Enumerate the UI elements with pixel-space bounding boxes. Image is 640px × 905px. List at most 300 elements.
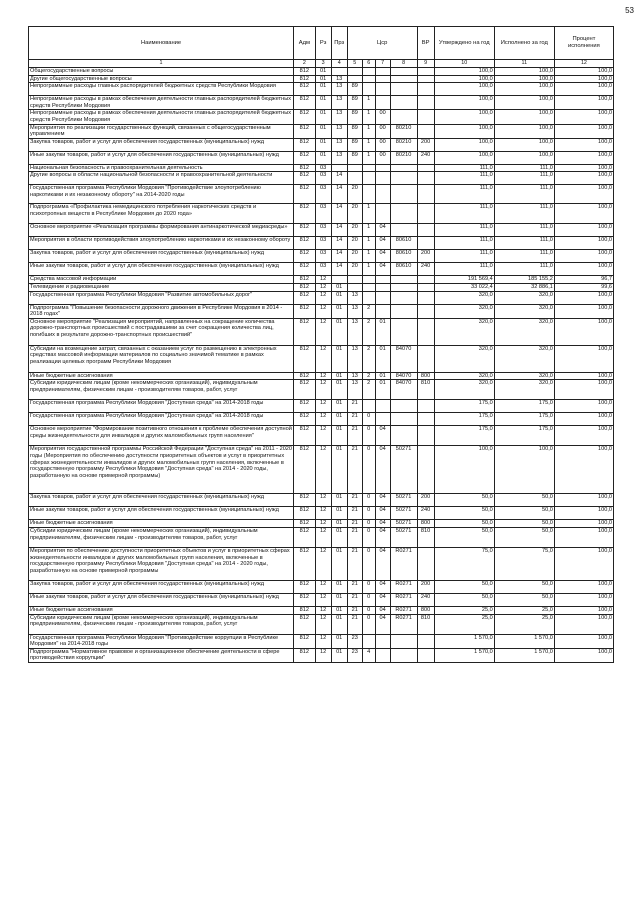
cell-csr1: 21 <box>347 520 362 528</box>
cell-executed: 111,0 <box>494 237 554 250</box>
cell-executed: 111,0 <box>494 172 554 185</box>
cell-vr <box>417 96 434 110</box>
cell-percent: 100,0 <box>554 237 613 250</box>
cell-csr1: 89 <box>347 124 362 138</box>
cell-csr2: 0 <box>362 593 375 606</box>
cell-percent: 100,0 <box>554 527 613 547</box>
cell-vr: 800 <box>417 606 434 614</box>
cell-rz: 03 <box>315 237 331 250</box>
cell-vr: 200 <box>417 250 434 263</box>
cell-adm: 812 <box>294 614 315 634</box>
cell-adm: 812 <box>294 304 315 318</box>
table-row <box>29 224 614 237</box>
cell-vr <box>417 547 434 580</box>
cell-vr <box>417 283 434 291</box>
cell-planned: 320,0 <box>434 372 494 380</box>
cell-csr4 <box>390 204 417 224</box>
cell-vr <box>417 345 434 372</box>
cell-prz: 01 <box>331 304 347 318</box>
budget-table <box>28 26 614 663</box>
cell-csr3: 01 <box>375 380 390 400</box>
cell-rz: 03 <box>315 172 331 185</box>
cell-csr2: 1 <box>362 224 375 237</box>
cell-executed: 111,0 <box>494 250 554 263</box>
cell-executed: 175,0 <box>494 426 554 446</box>
table-row <box>29 648 614 662</box>
cell-csr1: 23 <box>347 634 362 648</box>
cell-vr: 240 <box>417 593 434 606</box>
cell-vr: 200 <box>417 494 434 507</box>
table-row <box>29 204 614 224</box>
cell-percent: 100,0 <box>554 380 613 400</box>
cell-rz: 01 <box>315 124 331 138</box>
cell-csr3 <box>375 185 390 204</box>
cell-planned: 50,0 <box>434 507 494 520</box>
cell-executed: 50,0 <box>494 527 554 547</box>
cell-name: Государственная программа Республики Мордовия "Доступная среда" на 2014-2018 годы <box>29 413 294 426</box>
cell-csr1: 20 <box>347 263 362 276</box>
cell-name: Мероприятия в области противодействия злоупотреблению наркотиками и их незаконному обороту <box>29 237 294 250</box>
table-row <box>29 446 614 494</box>
cell-prz: 01 <box>331 527 347 547</box>
cell-planned: 1 570,0 <box>434 648 494 662</box>
cell-csr4 <box>390 83 417 96</box>
cell-rz: 12 <box>315 283 331 291</box>
cell-csr2: 0 <box>362 446 375 494</box>
cell-percent: 96,7 <box>554 276 613 284</box>
cell-name: Основное мероприятие "Реализация мероприятий, направленных на сокращение количества дорожно-транспортных происшествий с пострадавшими за счет сокращения количества лиц, погибших в результате дорожно-транспортных происшествий" <box>29 318 294 345</box>
cell-vr <box>417 318 434 345</box>
cell-planned: 25,0 <box>434 606 494 614</box>
cell-prz: 13 <box>331 75 347 83</box>
cell-csr3: 04 <box>375 426 390 446</box>
cell-prz: 14 <box>331 263 347 276</box>
cell-percent: 100,0 <box>554 345 613 372</box>
cell-percent: 100,0 <box>554 520 613 528</box>
cell-prz: 14 <box>331 224 347 237</box>
cell-rz: 01 <box>315 96 331 110</box>
cell-executed: 100,0 <box>494 83 554 96</box>
cell-planned: 320,0 <box>434 318 494 345</box>
cell-prz: 13 <box>331 138 347 151</box>
cell-rz: 12 <box>315 318 331 345</box>
cell-vr <box>417 224 434 237</box>
table-row <box>29 96 614 110</box>
table-row <box>29 318 614 345</box>
cell-executed: 320,0 <box>494 318 554 345</box>
cell-prz: 01 <box>331 507 347 520</box>
cell-name: Иные бюджетные ассигнования <box>29 372 294 380</box>
table-row <box>29 83 614 96</box>
cell-csr2: 1 <box>362 96 375 110</box>
cell-rz: 03 <box>315 250 331 263</box>
cell-rz: 01 <box>315 83 331 96</box>
cell-csr4: 84070 <box>390 380 417 400</box>
cell-csr2: 2 <box>362 345 375 372</box>
cell-csr4 <box>390 413 417 426</box>
cell-csr3: 00 <box>375 124 390 138</box>
cell-rz: 12 <box>315 380 331 400</box>
cell-adm: 812 <box>294 276 315 284</box>
table-row <box>29 283 614 291</box>
cell-prz: 14 <box>331 204 347 224</box>
cell-adm: 812 <box>294 400 315 413</box>
cell-planned: 100,0 <box>434 75 494 83</box>
cell-adm: 812 <box>294 291 315 304</box>
cell-csr2: 1 <box>362 263 375 276</box>
cell-csr4 <box>390 96 417 110</box>
cell-prz: 13 <box>331 110 347 124</box>
cell-percent: 100,0 <box>554 96 613 110</box>
cell-vr <box>417 124 434 138</box>
cell-csr3: 04 <box>375 237 390 250</box>
cell-prz: 01 <box>331 318 347 345</box>
cell-prz: 13 <box>331 151 347 164</box>
cell-adm: 812 <box>294 185 315 204</box>
cell-csr1 <box>347 164 362 172</box>
cell-csr3 <box>375 304 390 318</box>
cell-percent: 100,0 <box>554 75 613 83</box>
cell-csr2: 0 <box>362 413 375 426</box>
cell-executed: 1 570,0 <box>494 648 554 662</box>
cell-csr1: 20 <box>347 185 362 204</box>
cell-adm: 812 <box>294 263 315 276</box>
cell-name: Субсидии юридическим лицам (кроме некоммерческих организаций), индивидуальным предпринимателям, физическим лицам - производителям товаров, работ, услуг <box>29 380 294 400</box>
cell-planned: 100,0 <box>434 446 494 494</box>
cell-vr <box>417 648 434 662</box>
cell-executed: 175,0 <box>494 400 554 413</box>
cell-prz: 01 <box>331 446 347 494</box>
cell-csr1: 21 <box>347 494 362 507</box>
index-cell: 6 <box>362 60 375 68</box>
cell-csr2 <box>362 164 375 172</box>
cell-csr1: 13 <box>347 291 362 304</box>
cell-adm: 812 <box>294 372 315 380</box>
cell-percent: 100,0 <box>554 446 613 494</box>
cell-planned: 75,0 <box>434 547 494 580</box>
cell-csr2: 0 <box>362 520 375 528</box>
cell-csr3: 04 <box>375 593 390 606</box>
cell-csr2: 1 <box>362 204 375 224</box>
cell-percent: 100,0 <box>554 172 613 185</box>
cell-prz: 01 <box>331 580 347 593</box>
cell-vr: 810 <box>417 527 434 547</box>
cell-csr1 <box>347 172 362 185</box>
cell-rz: 12 <box>315 413 331 426</box>
cell-csr3: 04 <box>375 263 390 276</box>
cell-adm: 812 <box>294 446 315 494</box>
cell-csr1: 89 <box>347 151 362 164</box>
header-vr: ВР <box>417 27 434 60</box>
index-cell: 7 <box>375 60 390 68</box>
cell-planned: 175,0 <box>434 426 494 446</box>
cell-adm: 812 <box>294 283 315 291</box>
cell-percent: 100,0 <box>554 606 613 614</box>
cell-prz: 14 <box>331 237 347 250</box>
cell-planned: 25,0 <box>434 614 494 634</box>
cell-percent: 100,0 <box>554 372 613 380</box>
cell-executed: 175,0 <box>494 413 554 426</box>
cell-vr: 200 <box>417 580 434 593</box>
cell-executed: 320,0 <box>494 345 554 372</box>
cell-csr4 <box>390 164 417 172</box>
cell-vr <box>417 164 434 172</box>
cell-percent: 100,0 <box>554 494 613 507</box>
cell-csr3: 01 <box>375 372 390 380</box>
cell-prz: 01 <box>331 426 347 446</box>
header-planned: Утверждено на год <box>434 27 494 60</box>
table-row <box>29 345 614 372</box>
cell-rz: 12 <box>315 276 331 284</box>
cell-csr4: R0271 <box>390 614 417 634</box>
cell-vr: 810 <box>417 614 434 634</box>
cell-rz: 12 <box>315 547 331 580</box>
cell-adm: 812 <box>294 83 315 96</box>
cell-prz: 01 <box>331 520 347 528</box>
cell-csr3: 04 <box>375 224 390 237</box>
cell-executed: 25,0 <box>494 606 554 614</box>
cell-rz: 12 <box>315 648 331 662</box>
cell-rz: 12 <box>315 606 331 614</box>
cell-vr <box>417 276 434 284</box>
cell-executed: 50,0 <box>494 593 554 606</box>
cell-csr1: 89 <box>347 83 362 96</box>
cell-planned: 50,0 <box>434 593 494 606</box>
cell-csr1: 20 <box>347 250 362 263</box>
cell-csr4 <box>390 400 417 413</box>
cell-percent: 100,0 <box>554 204 613 224</box>
cell-csr2 <box>362 291 375 304</box>
cell-executed: 111,0 <box>494 224 554 237</box>
cell-name: Непрограммные расходы главных распорядителей бюджетных средств Республики Мордовия <box>29 83 294 96</box>
cell-planned: 1 570,0 <box>434 634 494 648</box>
cell-adm: 812 <box>294 413 315 426</box>
cell-rz: 12 <box>315 426 331 446</box>
cell-csr3: 04 <box>375 547 390 580</box>
table-row <box>29 527 614 547</box>
index-cell: 10 <box>434 60 494 68</box>
cell-rz: 12 <box>315 494 331 507</box>
cell-rz: 12 <box>315 400 331 413</box>
table-body <box>29 68 614 663</box>
cell-csr3: 00 <box>375 138 390 151</box>
table-row <box>29 494 614 507</box>
cell-csr4 <box>390 75 417 83</box>
cell-adm: 812 <box>294 204 315 224</box>
cell-vr <box>417 185 434 204</box>
cell-csr2: 4 <box>362 648 375 662</box>
index-cell: 3 <box>315 60 331 68</box>
cell-name: Подпрограмма "Повышение безопасности дорожного движения в Республике Мордовия в 2014 - 2018 годах" <box>29 304 294 318</box>
cell-vr: 800 <box>417 520 434 528</box>
cell-executed: 111,0 <box>494 263 554 276</box>
cell-rz: 12 <box>315 345 331 372</box>
cell-planned: 111,0 <box>434 224 494 237</box>
table-row <box>29 372 614 380</box>
cell-csr2: 0 <box>362 580 375 593</box>
cell-percent: 100,0 <box>554 263 613 276</box>
cell-name: Закупка товаров, работ и услуг для обеспечения государственных (муниципальных) нужд <box>29 494 294 507</box>
cell-percent: 100,0 <box>554 318 613 345</box>
cell-csr4: 50271 <box>390 446 417 494</box>
cell-rz: 03 <box>315 185 331 204</box>
cell-csr4 <box>390 283 417 291</box>
cell-name: Иные закупки товаров, работ и услуг для обеспечения государственных (муниципальных) нужд <box>29 593 294 606</box>
table-row <box>29 263 614 276</box>
cell-vr: 200 <box>417 138 434 151</box>
cell-adm: 812 <box>294 96 315 110</box>
cell-csr1: 13 <box>347 318 362 345</box>
cell-rz: 12 <box>315 304 331 318</box>
cell-csr1: 21 <box>347 446 362 494</box>
cell-percent: 100,0 <box>554 507 613 520</box>
cell-percent: 100,0 <box>554 185 613 204</box>
cell-csr1: 20 <box>347 237 362 250</box>
cell-executed: 100,0 <box>494 138 554 151</box>
cell-name: Иные закупки товаров, работ и услуг для обеспечения государственных (муниципальных) нужд <box>29 151 294 164</box>
cell-csr3: 04 <box>375 527 390 547</box>
cell-csr3: 04 <box>375 250 390 263</box>
cell-csr3 <box>375 400 390 413</box>
cell-executed: 50,0 <box>494 580 554 593</box>
table-row <box>29 291 614 304</box>
cell-executed: 320,0 <box>494 304 554 318</box>
table-row <box>29 250 614 263</box>
cell-planned: 320,0 <box>434 380 494 400</box>
cell-percent: 100,0 <box>554 110 613 124</box>
cell-prz: 01 <box>331 593 347 606</box>
header-rz: Рз <box>315 27 331 60</box>
cell-csr1: 21 <box>347 614 362 634</box>
cell-adm: 812 <box>294 318 315 345</box>
cell-executed: 320,0 <box>494 372 554 380</box>
cell-adm: 812 <box>294 527 315 547</box>
cell-percent: 100,0 <box>554 593 613 606</box>
cell-name: Закупка товаров, работ и услуг для обеспечения государственных (муниципальных) нужд <box>29 580 294 593</box>
cell-csr4 <box>390 634 417 648</box>
cell-vr <box>417 446 434 494</box>
cell-adm: 812 <box>294 224 315 237</box>
cell-executed: 25,0 <box>494 614 554 634</box>
cell-vr <box>417 204 434 224</box>
cell-executed: 100,0 <box>494 68 554 76</box>
cell-csr1: 20 <box>347 204 362 224</box>
cell-csr1: 13 <box>347 304 362 318</box>
cell-csr2: 2 <box>362 304 375 318</box>
cell-csr1: 89 <box>347 138 362 151</box>
cell-executed: 50,0 <box>494 507 554 520</box>
cell-adm: 812 <box>294 580 315 593</box>
cell-planned: 50,0 <box>434 494 494 507</box>
cell-csr4 <box>390 224 417 237</box>
index-cell: 11 <box>494 60 554 68</box>
cell-adm: 812 <box>294 606 315 614</box>
cell-name: Непрограммные расходы в рамках обеспечения деятельности главных распорядителей бюджетных средств Республики Мордовия <box>29 110 294 124</box>
cell-csr2: 0 <box>362 426 375 446</box>
cell-vr <box>417 75 434 83</box>
cell-csr1 <box>347 68 362 76</box>
table-row <box>29 124 614 138</box>
cell-executed: 100,0 <box>494 75 554 83</box>
cell-percent: 100,0 <box>554 83 613 96</box>
cell-csr1: 21 <box>347 547 362 580</box>
cell-csr3: 04 <box>375 494 390 507</box>
cell-executed: 50,0 <box>494 494 554 507</box>
cell-executed: 1 570,0 <box>494 634 554 648</box>
cell-vr <box>417 110 434 124</box>
cell-csr4: 50271 <box>390 520 417 528</box>
cell-planned: 100,0 <box>434 138 494 151</box>
cell-name: Средства массовой информации <box>29 276 294 284</box>
cell-name: Иные бюджетные ассигнования <box>29 520 294 528</box>
cell-executed: 111,0 <box>494 164 554 172</box>
header-prz: Прз <box>331 27 347 60</box>
cell-csr2 <box>362 634 375 648</box>
table-row <box>29 237 614 250</box>
cell-name: Мероприятия государственной программы Российской Федерации "Доступная среда" на 2011 - 2020 годы (Мероприятия по обеспечению доступности приоритетных объектов и услуг в приоритетных сферах жизнедеятельности инвалидов и других маломобильных групп населения, включенные в государственную программу Республики Мордовия "Доступная среда" на 2014 - 2020 годы, разработанную на основе примерной программы) <box>29 446 294 494</box>
cell-csr2: 1 <box>362 138 375 151</box>
table-row <box>29 380 614 400</box>
cell-vr <box>417 634 434 648</box>
cell-name: Иные закупки товаров, работ и услуг для обеспечения государственных (муниципальных) нужд <box>29 263 294 276</box>
cell-csr3: 04 <box>375 606 390 614</box>
cell-percent: 100,0 <box>554 547 613 580</box>
index-cell: 9 <box>417 60 434 68</box>
cell-csr4 <box>390 648 417 662</box>
cell-prz: 01 <box>331 614 347 634</box>
cell-vr <box>417 237 434 250</box>
cell-csr1: 21 <box>347 527 362 547</box>
table-row <box>29 634 614 648</box>
cell-vr <box>417 413 434 426</box>
cell-csr4: 84070 <box>390 345 417 372</box>
cell-adm: 812 <box>294 648 315 662</box>
cell-prz: 14 <box>331 250 347 263</box>
cell-prz: 13 <box>331 124 347 138</box>
cell-planned: 33 022,4 <box>434 283 494 291</box>
cell-rz: 01 <box>315 151 331 164</box>
cell-csr1: 21 <box>347 413 362 426</box>
cell-csr1: 89 <box>347 96 362 110</box>
cell-prz: 01 <box>331 291 347 304</box>
header-name: Наименование <box>29 27 294 60</box>
cell-csr4: 80210 <box>390 124 417 138</box>
cell-csr2 <box>362 83 375 96</box>
table-row <box>29 507 614 520</box>
cell-csr1: 13 <box>347 345 362 372</box>
cell-rz: 01 <box>315 68 331 76</box>
cell-planned: 100,0 <box>434 151 494 164</box>
table-row <box>29 68 614 76</box>
cell-planned: 320,0 <box>434 345 494 372</box>
cell-rz: 12 <box>315 372 331 380</box>
cell-csr3 <box>375 68 390 76</box>
index-cell: 4 <box>331 60 347 68</box>
cell-csr4: 50271 <box>390 527 417 547</box>
cell-prz: 14 <box>331 172 347 185</box>
cell-name: Подпрограмма «Профилактика немедицинского потребления наркотических средств и психотропных веществ в Республике Мордовия до 2020 года» <box>29 204 294 224</box>
cell-csr4: 80610 <box>390 263 417 276</box>
cell-csr1: 89 <box>347 110 362 124</box>
cell-rz: 03 <box>315 164 331 172</box>
cell-prz: 01 <box>331 283 347 291</box>
cell-adm: 812 <box>294 124 315 138</box>
cell-name: Иные бюджетные ассигнования <box>29 606 294 614</box>
cell-executed: 111,0 <box>494 204 554 224</box>
cell-csr4 <box>390 110 417 124</box>
index-row <box>29 60 614 68</box>
cell-csr4 <box>390 172 417 185</box>
